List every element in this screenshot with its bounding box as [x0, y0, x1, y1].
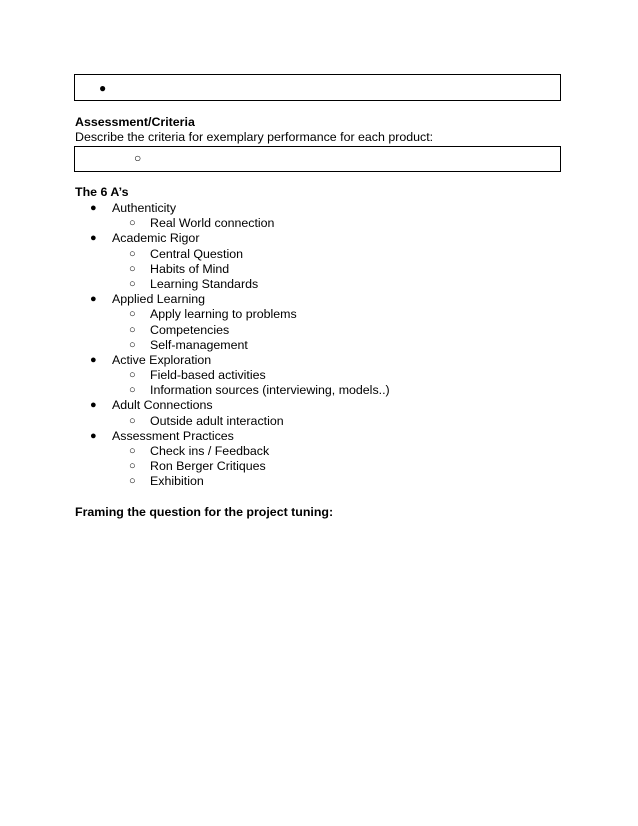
six-as-subitem-label: Ron Berger Critiques: [150, 459, 266, 474]
six-as-subitem-label: Apply learning to problems: [150, 307, 297, 322]
six-as-item-label: Academic Rigor: [112, 231, 200, 246]
empty-bordered-box-top: [74, 74, 561, 101]
six-as-subitem-label: Exhibition: [150, 474, 204, 489]
circle-marker: ○: [129, 217, 136, 230]
six-as-subitem: [75, 247, 390, 262]
framing-heading: Framing the question for the project tuning:: [75, 505, 334, 519]
circle-marker: ○: [129, 323, 136, 336]
six-as-item: [75, 398, 390, 413]
circle-marker: ○: [129, 445, 136, 457]
six-as-subitem: [75, 368, 390, 383]
six-as-subitem: [75, 307, 390, 322]
six-as-subitem-label: Habits of Mind: [150, 261, 230, 276]
bullet-marker: ●: [90, 202, 97, 214]
six-as-list: [75, 201, 390, 490]
six-as-subitem: [75, 323, 390, 338]
six-as-subitem-label: Information sources (interviewing, models..): [150, 383, 390, 398]
circle-marker: ○: [129, 475, 136, 488]
six-as-heading: The 6 A’s: [75, 185, 129, 199]
six-as-item: [75, 353, 390, 368]
empty-bordered-box-criteria: [74, 146, 561, 172]
six-as-item-label: Active Exploration: [112, 352, 212, 367]
circle-marker: ○: [129, 414, 136, 427]
circle-marker: ○: [129, 308, 136, 321]
circle-marker: ○: [129, 460, 136, 473]
six-as-subitem-label: Real World connection: [150, 216, 275, 231]
circle-marker: ○: [129, 277, 136, 290]
six-as-item: [75, 201, 390, 216]
six-as-subitem: [75, 444, 390, 459]
six-as-subitem-label: Field-based activities: [150, 368, 266, 383]
six-as-item: [75, 429, 390, 444]
bullet-marker: ●: [90, 232, 97, 245]
circle-marker: ○: [129, 338, 136, 351]
six-as-subitem-label: Learning Standards: [150, 276, 259, 291]
six-as-item-label: Applied Learning: [112, 292, 206, 307]
bullet-marker: ●: [90, 353, 97, 366]
circle-marker: ○: [134, 151, 142, 165]
six-as-subitem-label: Central Question: [150, 246, 243, 261]
six-as-subitem: [75, 459, 390, 474]
assessment-heading: Assessment/Criteria: [75, 115, 195, 129]
six-as-item-label: Authenticity: [112, 201, 177, 215]
six-as-subitem: [75, 216, 390, 231]
bullet-marker: ●: [90, 293, 97, 306]
six-as-item: [75, 231, 390, 246]
bullet-marker: ●: [90, 399, 97, 412]
six-as-subitem: [75, 383, 390, 398]
circle-marker: ○: [129, 369, 136, 382]
six-as-subitem-label: Outside adult interaction: [150, 413, 284, 428]
six-as-item-label: Assessment Practices: [112, 428, 234, 443]
circle-marker: ○: [129, 384, 136, 397]
six-as-subitem: [75, 474, 390, 489]
six-as-subitem-label: Self-management: [150, 337, 248, 352]
six-as-subitem-label: Check ins / Feedback: [150, 444, 270, 458]
six-as-subitem: [75, 338, 390, 353]
six-as-subitem: [75, 414, 390, 429]
six-as-subitem: [75, 262, 390, 277]
bullet-marker: ●: [99, 81, 107, 95]
six-as-item: [75, 292, 390, 307]
six-as-item-label: Adult Connections: [112, 398, 213, 413]
circle-marker: ○: [129, 262, 136, 275]
assessment-description: Describe the criteria for exemplary performance for each product:: [75, 130, 434, 144]
circle-marker: ○: [129, 247, 136, 260]
six-as-subitem: [75, 277, 390, 292]
bullet-marker: ●: [90, 429, 97, 442]
six-as-subitem-label: Competencies: [150, 322, 230, 337]
